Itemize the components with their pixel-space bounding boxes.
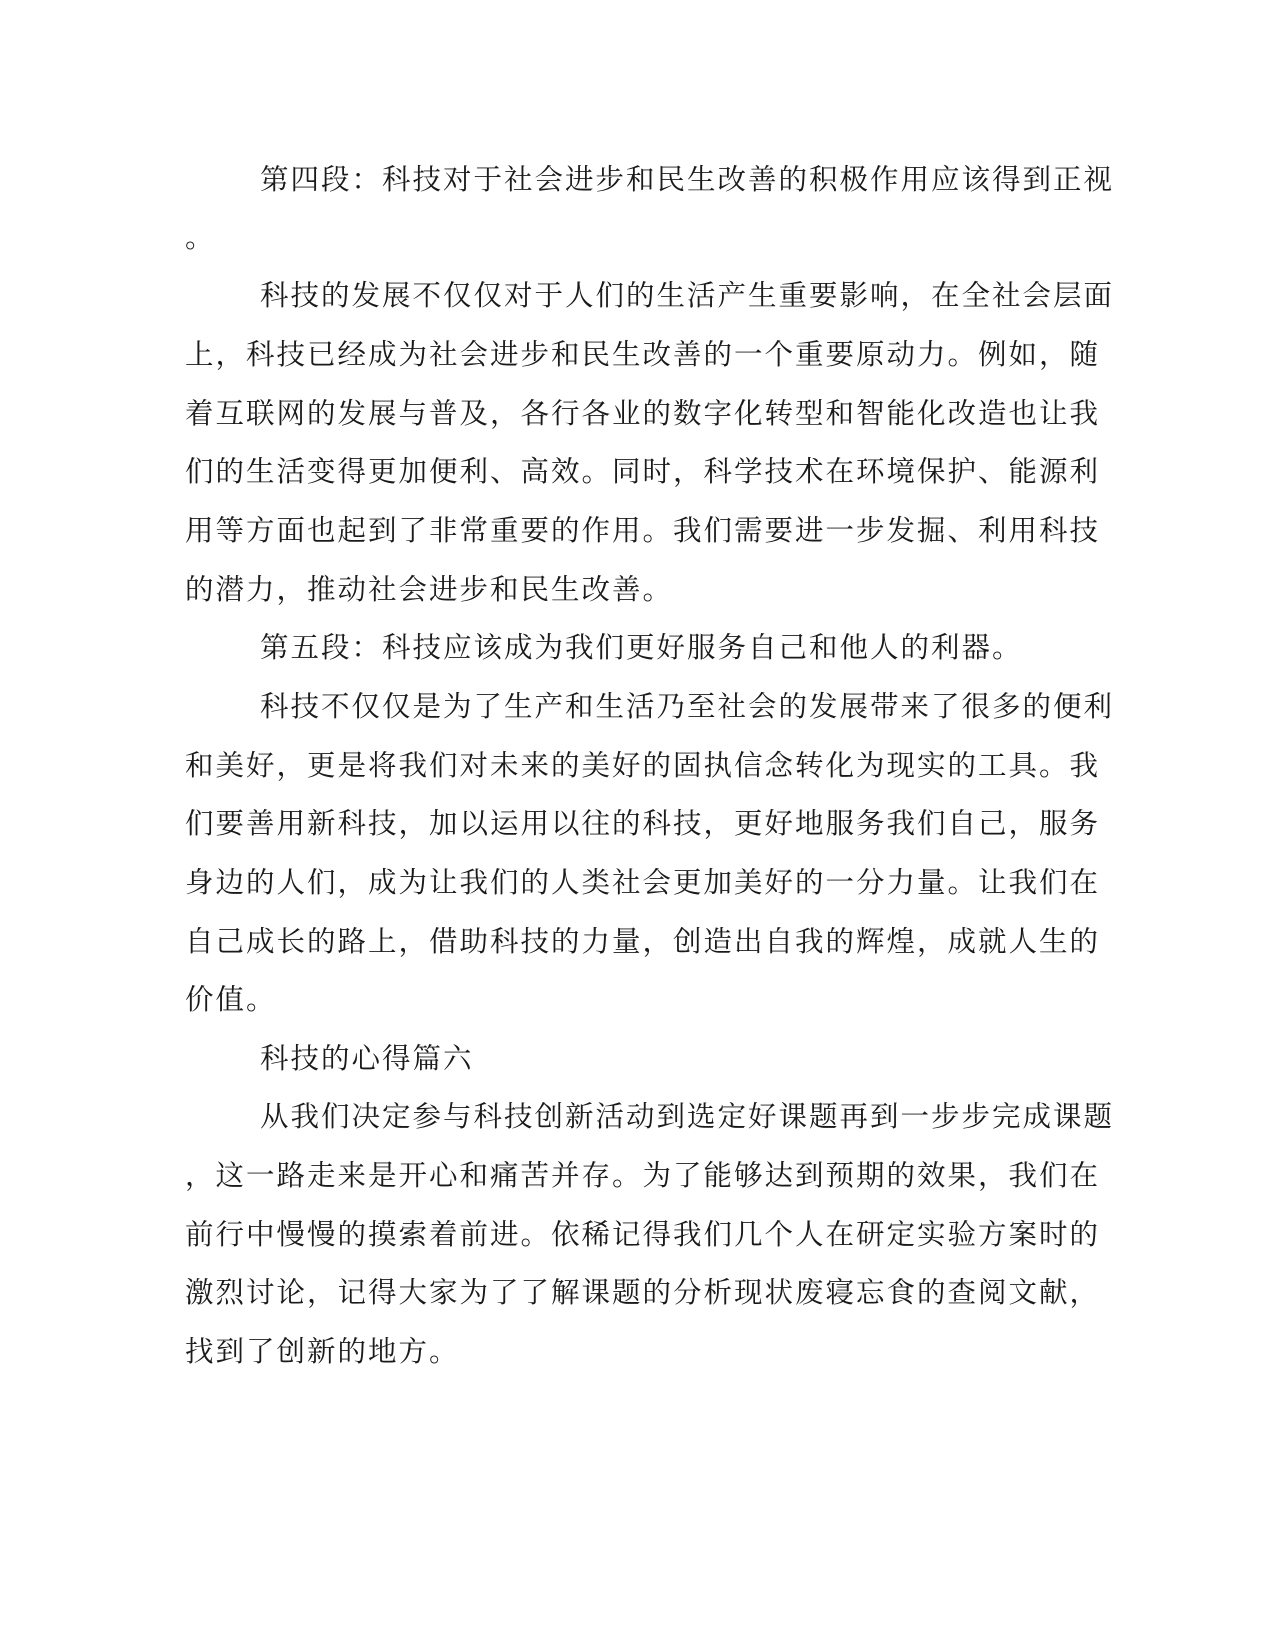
text-line: 找到了创新的地方。 (185, 1335, 460, 1368)
text-line: 身边的人们，成为让我们的人类社会更加美好的一分力量。让我们在 (185, 866, 1101, 899)
text-line: 。 (185, 221, 216, 254)
text-line: 价值。 (185, 983, 277, 1016)
text-line: ，这一路走来是开心和痛苦并存。为了能够达到预期的效果，我们在 (185, 1159, 1101, 1192)
chapter-title: 科技的心得篇六 (260, 1042, 474, 1075)
section-four-heading: 第四段：科技对于社会进步和民生改善的积极作用应该得到正视 (260, 163, 1115, 196)
section-five-heading: 第五段：科技应该成为我们更好服务自己和他人的利器。 (260, 631, 1023, 664)
text-line: 和美好，更是将我们对未来的美好的固执信念转化为现实的工具。我 (185, 749, 1101, 782)
text-line: 的潜力，推动社会进步和民生改善。 (185, 573, 674, 606)
text-line: 前行中慢慢的摸索着前进。依稀记得我们几个人在研定实验方案时的 (185, 1218, 1101, 1251)
paragraph-line: 科技的发展不仅仅对于人们的生活产生重要影响，在全社会层面 (260, 279, 1115, 312)
text-line: 自己成长的路上，借助科技的力量，创造出自我的辉煌，成就人生的 (185, 925, 1101, 958)
text-line: 们的生活变得更加便利、高效。同时，科学技术在环境保护、能源利 (185, 455, 1101, 488)
paragraph-line: 从我们决定参与科技创新活动到选定好课题再到一步步完成课题 (260, 1100, 1115, 1133)
text-line: 们要善用新科技，加以运用以往的科技，更好地服务我们自己，服务 (185, 807, 1101, 840)
text-line: 用等方面也起到了非常重要的作用。我们需要进一步发掘、利用科技 (185, 514, 1101, 547)
text-line: 着互联网的发展与普及，各行各业的数字化转型和智能化改造也让我 (185, 397, 1101, 430)
text-line: 上，科技已经成为社会进步和民生改善的一个重要原动力。例如，随 (185, 338, 1101, 371)
text-line: 激烈讨论，记得大家为了了解课题的分析现状废寝忘食的查阅文献， (185, 1276, 1101, 1309)
paragraph-line: 科技不仅仅是为了生产和生活乃至社会的发展带来了很多的便利 (260, 690, 1115, 723)
